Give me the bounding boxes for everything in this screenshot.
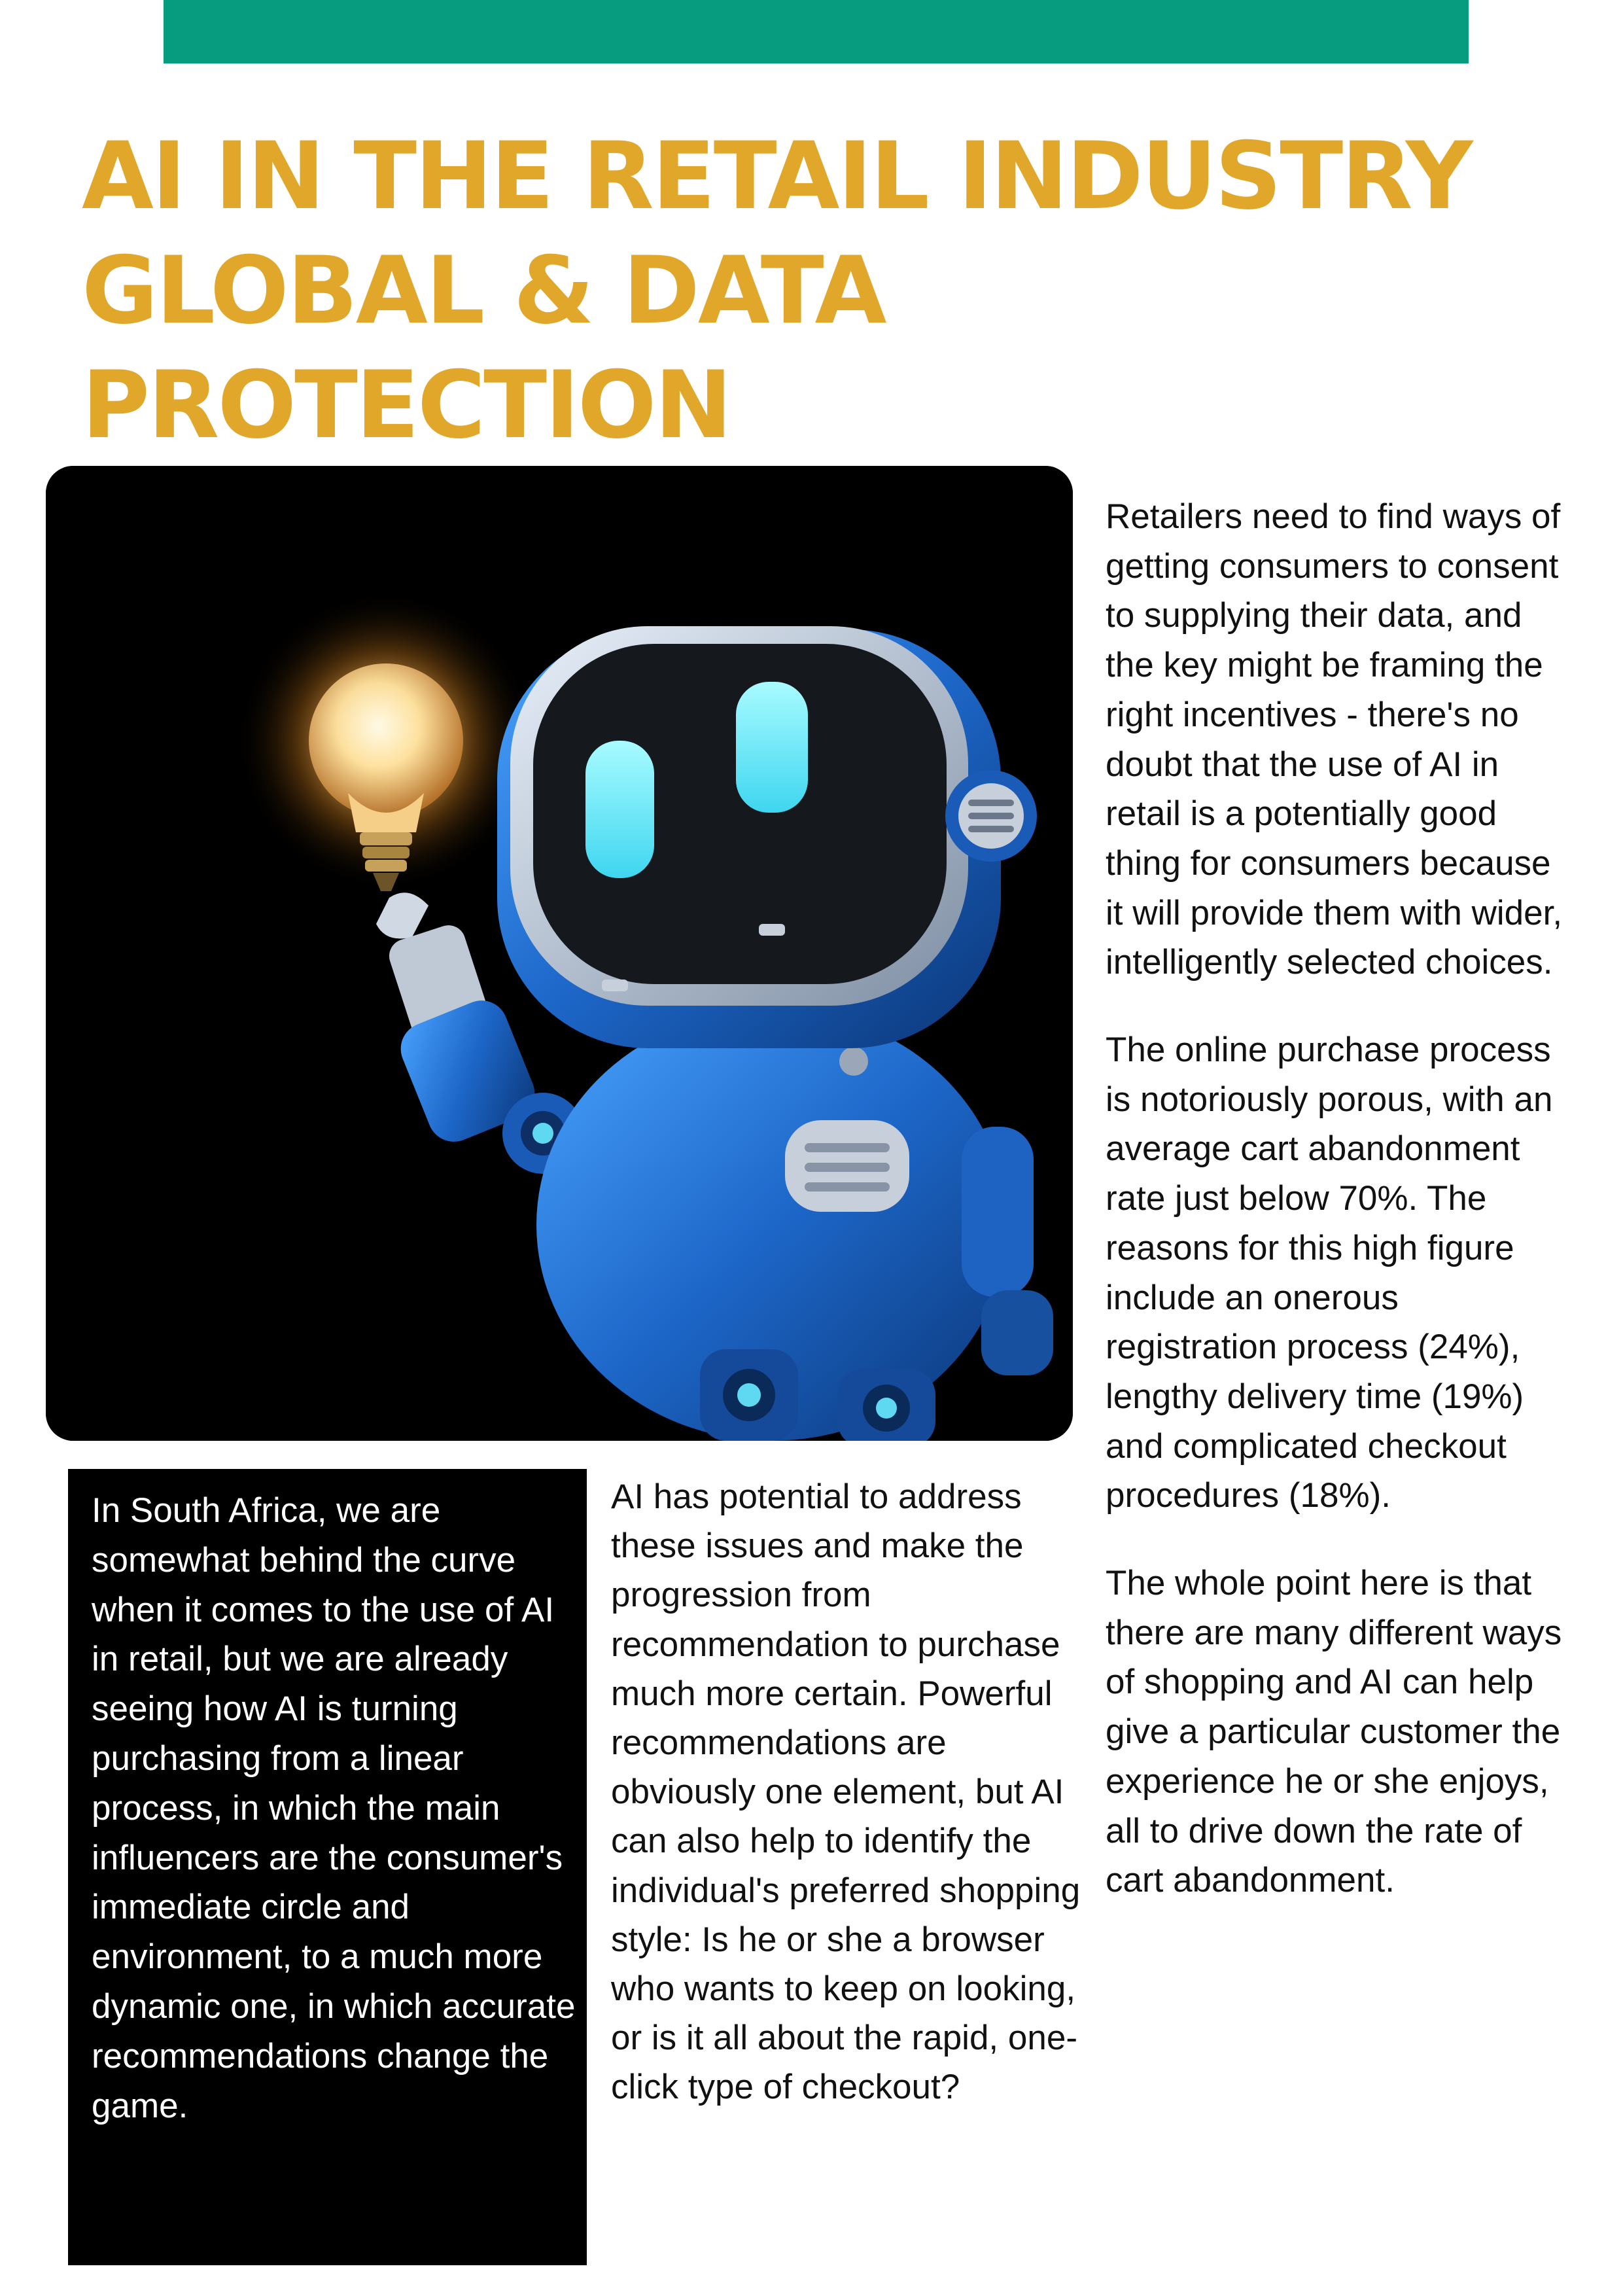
middle-paragraph: AI has potential to address these issues and make the progression from recommendation to purchase much more certain. Powerful recommendations are obviously one element, but AI can also help to identify the individual's preferred shopping style: Is he or she a browser who wants to keep on looking, or is it all about the rapid, one-click type of checkout? <box>611 1477 1081 2107</box>
highlight-paragraph: In South Africa, we are somewhat behind the curve when it comes to the use of AI in retail, but we are already seeing how AI is turning purchasing from a linear process, in which the main influencers are the consumer's immediate circle and environment, to a much more dynamic one, in which accurate recommendations change the game. <box>92 1491 576 2125</box>
right-text-column <box>1106 492 1577 1943</box>
robot-head <box>497 626 1037 1048</box>
right-paragraph-3: The whole point here is that there are many different ways of shopping and AI can help give a particular customer the experience he or she enjoys, all to drive down the rate of cart abandonment. <box>1106 1564 1562 1900</box>
title-line-2: GLOBAL & DATA <box>82 237 885 345</box>
hero-image-robot-with-bulb <box>46 466 1073 1441</box>
title-line-3: PROTECTION <box>82 351 731 459</box>
robot-eye-right <box>736 682 808 813</box>
right-paragraph-2: The online purchase process is notoriously porous, with an average cart abandonment rate just below 70%. The reasons for this high figure include an onerous registration process (24%), lengthy delivery time (19%) and complicated checkout procedures (18%). <box>1106 1031 1553 1515</box>
right-paragraph-1: Retailers need to find ways of getting consumers to consent to supplying their data, and the key might be framing the right incentives - there's no doubt that the use of AI in retail is a potentially good thing for consumers because it will provide them with wider, intelligently selected choices. <box>1106 497 1563 982</box>
page-title <box>82 119 1554 463</box>
top-accent-bar <box>164 0 1469 63</box>
robot-eye-left <box>585 741 654 878</box>
middle-text-column <box>611 1472 1085 2112</box>
highlight-box <box>68 1469 587 2265</box>
title-line-1: AI IN THE RETAIL INDUSTRY <box>82 122 1471 230</box>
